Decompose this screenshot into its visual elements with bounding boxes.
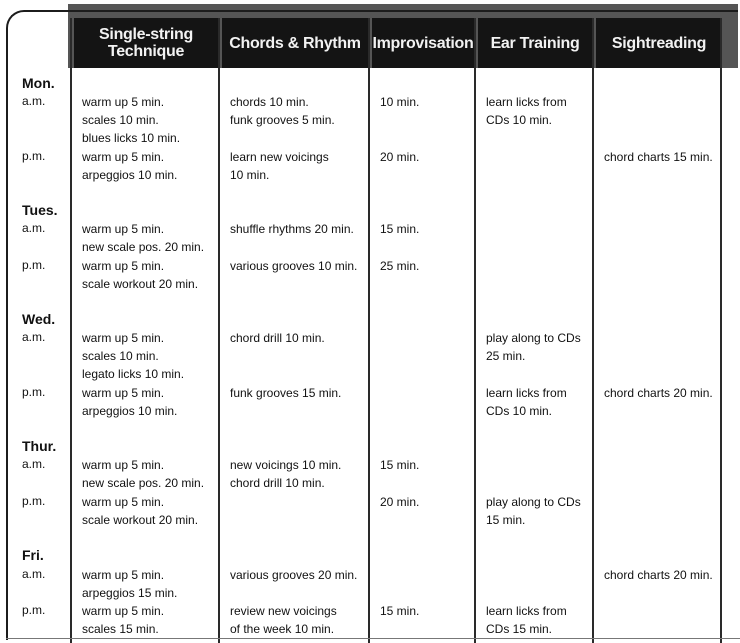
column-divider — [592, 18, 594, 643]
cell-line: play along to CDs — [486, 331, 581, 345]
cell-ear-training — [486, 329, 581, 365]
cell-line: CDs 15 min. — [486, 622, 553, 636]
period-label: a.m. — [22, 221, 46, 235]
cell-line: arpeggios 10 min. — [82, 404, 178, 418]
cell-line: scale workout 20 min. — [82, 277, 199, 291]
cell-chords-rhythm — [230, 257, 357, 275]
period-label: p.m. — [22, 494, 46, 508]
cell-line: CDs 10 min. — [486, 113, 553, 127]
cell-line: warm up 5 min. — [82, 95, 165, 109]
cell-chords-rhythm — [230, 602, 337, 638]
cell-improvisation — [380, 493, 419, 511]
cell-chords-rhythm — [230, 456, 341, 492]
cell-improvisation — [380, 257, 419, 275]
period-label: a.m. — [22, 330, 46, 344]
day-label: Thur. — [22, 438, 57, 454]
cell-ear-training — [486, 93, 567, 129]
cell-line: 15 min. — [380, 604, 420, 618]
cell-line: warm up 5 min. — [82, 495, 165, 509]
cell-chords-rhythm — [230, 329, 325, 347]
period-label: p.m. — [22, 603, 46, 617]
cell-ear-training — [486, 493, 581, 529]
cell-sightreading — [604, 384, 713, 402]
cell-line: warm up 5 min. — [82, 386, 165, 400]
cell-line: arpeggios 10 min. — [82, 168, 178, 182]
cell-line: warm up 5 min. — [82, 150, 165, 164]
cell-line: legato licks 10 min. — [82, 367, 185, 381]
cell-technique — [82, 456, 204, 492]
cell-line: learn new voicings — [230, 150, 329, 164]
cell-line: learn licks from — [486, 95, 567, 109]
cell-sightreading — [604, 566, 713, 584]
cell-line: warm up 5 min. — [82, 331, 165, 345]
bottom-rule — [6, 638, 740, 639]
cell-line: 20 min. — [380, 495, 420, 509]
cell-line: chord drill 10 min. — [230, 331, 325, 345]
period-label: p.m. — [22, 385, 46, 399]
day-label: Tues. — [22, 202, 58, 218]
cell-line: warm up 5 min. — [82, 568, 165, 582]
cell-line: various grooves 10 min. — [230, 259, 358, 273]
cell-line: chords 10 min. — [230, 95, 309, 109]
column-header-chords-rhythm: Chords & Rhythm — [222, 18, 368, 68]
cell-line: of the week 10 min. — [230, 622, 335, 636]
cell-line: play along to CDs — [486, 495, 581, 509]
column-header-technique: Single-string Technique — [74, 18, 218, 68]
cell-line: funk grooves 15 min. — [230, 386, 342, 400]
column-header-sightreading: Sightreading — [596, 18, 722, 68]
period-label: p.m. — [22, 258, 46, 272]
day-label: Fri. — [22, 547, 44, 563]
cell-chords-rhythm — [230, 566, 357, 584]
cell-line: 15 min. — [380, 458, 420, 472]
cell-line: 25 min. — [380, 259, 420, 273]
cell-line: review new voicings — [230, 604, 337, 618]
cell-technique — [82, 329, 184, 383]
cell-line: 25 min. — [486, 349, 526, 363]
cell-line: CDs 10 min. — [486, 404, 553, 418]
column-divider — [720, 18, 722, 643]
column-header-improvisation: Improvisation — [372, 18, 474, 68]
day-label: Mon. — [22, 75, 55, 91]
cell-sightreading — [604, 148, 713, 166]
cell-line: new voicings 10 min. — [230, 458, 342, 472]
cell-line: learn licks from — [486, 604, 567, 618]
cell-line: 20 min. — [380, 150, 420, 164]
cell-line: warm up 5 min. — [82, 458, 165, 472]
cell-technique — [82, 566, 177, 602]
period-label: p.m. — [22, 149, 46, 163]
cell-line: warm up 5 min. — [82, 259, 165, 273]
cell-technique — [82, 493, 198, 529]
cell-line: 15 min. — [486, 513, 526, 527]
cell-line: shuffle rhythms 20 min. — [230, 222, 354, 236]
period-label: a.m. — [22, 567, 46, 581]
day-label: Wed. — [22, 311, 56, 327]
column-divider — [474, 18, 476, 643]
column-divider — [368, 18, 370, 643]
cell-chords-rhythm — [230, 384, 341, 402]
cell-line: scales 10 min. — [82, 113, 159, 127]
cell-improvisation — [380, 602, 419, 620]
cell-line: 10 min. — [380, 95, 420, 109]
cell-line: arpeggios 15 min. — [82, 586, 178, 600]
cell-line: warm up 5 min. — [82, 604, 165, 618]
cell-line: chord drill 10 min. — [230, 476, 325, 490]
cell-improvisation — [380, 220, 419, 238]
cell-improvisation — [380, 148, 419, 166]
cell-technique — [82, 257, 198, 293]
cell-line: funk grooves 5 min. — [230, 113, 335, 127]
cell-technique — [82, 148, 177, 184]
column-header-ear-training: Ear Training — [478, 18, 592, 68]
period-label: a.m. — [22, 94, 46, 108]
cell-technique — [82, 384, 177, 420]
cell-line: new scale pos. 20 min. — [82, 476, 205, 490]
cell-improvisation — [380, 456, 419, 474]
cell-ear-training — [486, 384, 567, 420]
cell-line: learn licks from — [486, 386, 567, 400]
cell-line: chord charts 20 min. — [604, 386, 713, 400]
column-divider — [218, 18, 220, 643]
cell-line: scales 10 min. — [82, 349, 159, 363]
cell-line: 10 min. — [230, 168, 270, 182]
cell-line: scales 15 min. — [82, 622, 159, 636]
cell-ear-training — [486, 602, 567, 638]
cell-line: chord charts 15 min. — [604, 150, 713, 164]
cell-chords-rhythm — [230, 93, 335, 129]
cell-technique — [82, 602, 164, 638]
cell-technique — [82, 93, 180, 147]
cell-technique — [82, 220, 204, 256]
cell-line: 15 min. — [380, 222, 420, 236]
cell-line: blues licks 10 min. — [82, 131, 181, 145]
cell-line: various grooves 20 min. — [230, 568, 358, 582]
column-divider — [70, 18, 72, 643]
cell-line: chord charts 20 min. — [604, 568, 713, 582]
cell-chords-rhythm — [230, 220, 354, 238]
cell-line: new scale pos. 20 min. — [82, 240, 205, 254]
period-label: a.m. — [22, 457, 46, 471]
cell-line: warm up 5 min. — [82, 222, 165, 236]
cell-improvisation — [380, 93, 419, 111]
cell-line: scale workout 20 min. — [82, 513, 199, 527]
cell-chords-rhythm — [230, 148, 329, 184]
